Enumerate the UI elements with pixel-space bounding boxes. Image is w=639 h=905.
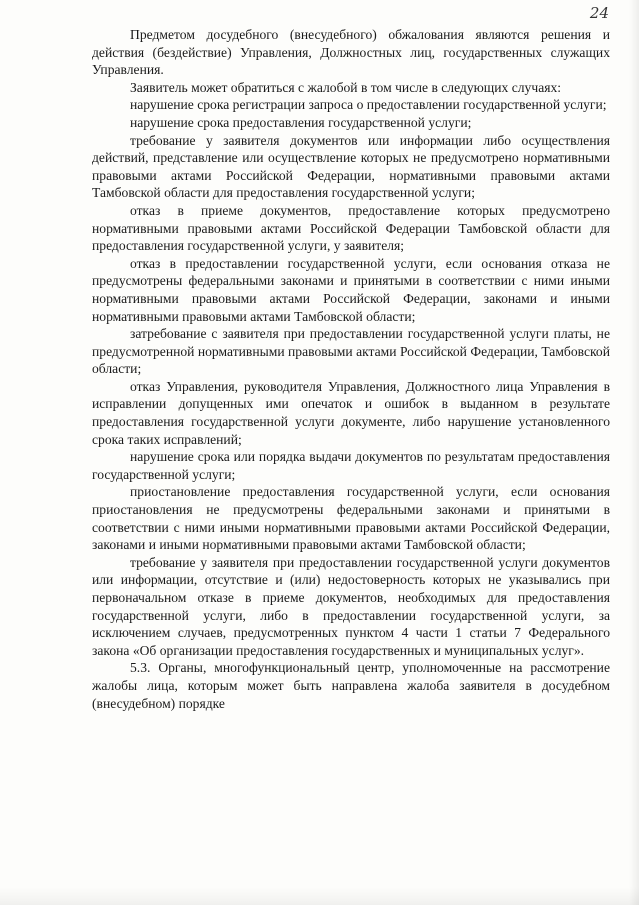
paragraph-section-5-3: 5.3. Органы, многофункциональный центр, уполномоченные на рассмотрение жалобы лица, которым может быть направлена жалоба заявителя в досудебном (внесудебном) порядке: [92, 660, 610, 711]
paragraph-case-extra-documents: требование у заявителя документов или информации либо осуществления действий, представление или осуществление которых не предусмотрено нормативными правовыми актами Российской Федерации, нормативными правовыми актами Тамбовской области для предоставления государственной услуги;: [92, 132, 610, 201]
page-number: 24: [589, 4, 609, 22]
paragraph-case-suspension: приостановление предоставления государственной услуги, если основания приостановления не предусмотрены федеральными законами и принятыми в соответствии с ними иными нормативными правовыми актами Российской Федерации, законами и иными нормативными правовыми актами Тамбовской области;: [92, 484, 610, 553]
paragraph-case-fee: затребование с заявителя при предоставлении государственной услуги платы, не предусмотренной нормативными правовыми актами Российской Федерации, Тамбовской области;: [92, 326, 611, 377]
paragraph-case-issuance: нарушение срока или порядка выдачи документов по результатам предоставления государственной услуги;: [92, 449, 610, 482]
document-body: [92, 26, 610, 712]
paragraph-subject: Предметом досудебного (внесудебного) обжалования являются решения и действия (бездействие) Управления, Должностных лиц, государственных служащих Управления.: [92, 27, 610, 78]
paragraph-complaint-cases: Заявитель может обратиться с жалобой в том числе в следующих случаях:: [130, 79, 562, 95]
paragraph-case-refusal-acceptance: отказ в приеме документов, предоставление которых предусмотрено нормативными правовыми актами Российской Федерации Тамбовской области для предоставления государственной услуги, у заявителя;: [92, 202, 610, 254]
scan-edge-shadow: [629, 0, 639, 905]
scan-bottom-shadow: [0, 887, 639, 905]
paragraph-case-missing-info: требование у заявителя при предоставлении государственной услуги документов или информации, отсутствие и (или) недостоверность которых не указывались при первоначальном отказе в приеме документов, необходимых для предоставления государственной услуги, либо в предоставлении государственной услуги, за исключением случаев, предусмотренных пунктом 4 части 1 статьи 7 Федерального закона «Об организации предоставления государственных и муниципальных услуг».: [92, 554, 610, 658]
paragraph-case-corrections: отказ Управления, руководителя Управления, Должностного лица Управления в исправлении допущенных ими опечаток и ошибок в выданном в результате предоставления государственной услуги документе, либо нарушение установленного срока таких исправлений;: [92, 378, 610, 447]
paragraph-case-deadline: нарушение срока предоставления государственной услуги;: [130, 114, 472, 130]
paragraph-case-refusal-service: отказ в предоставлении государственной услуги, если основания отказа не предусмотрены федеральными законами и принятыми в соответствии с ними иными нормативными правовыми актами Российской Федерации, законами и иными нормативными правовыми актами Тамбовской области;: [92, 255, 610, 324]
paragraph-case-registration: нарушение срока регистрации запроса о предоставлении государственной услуги;: [130, 97, 607, 113]
